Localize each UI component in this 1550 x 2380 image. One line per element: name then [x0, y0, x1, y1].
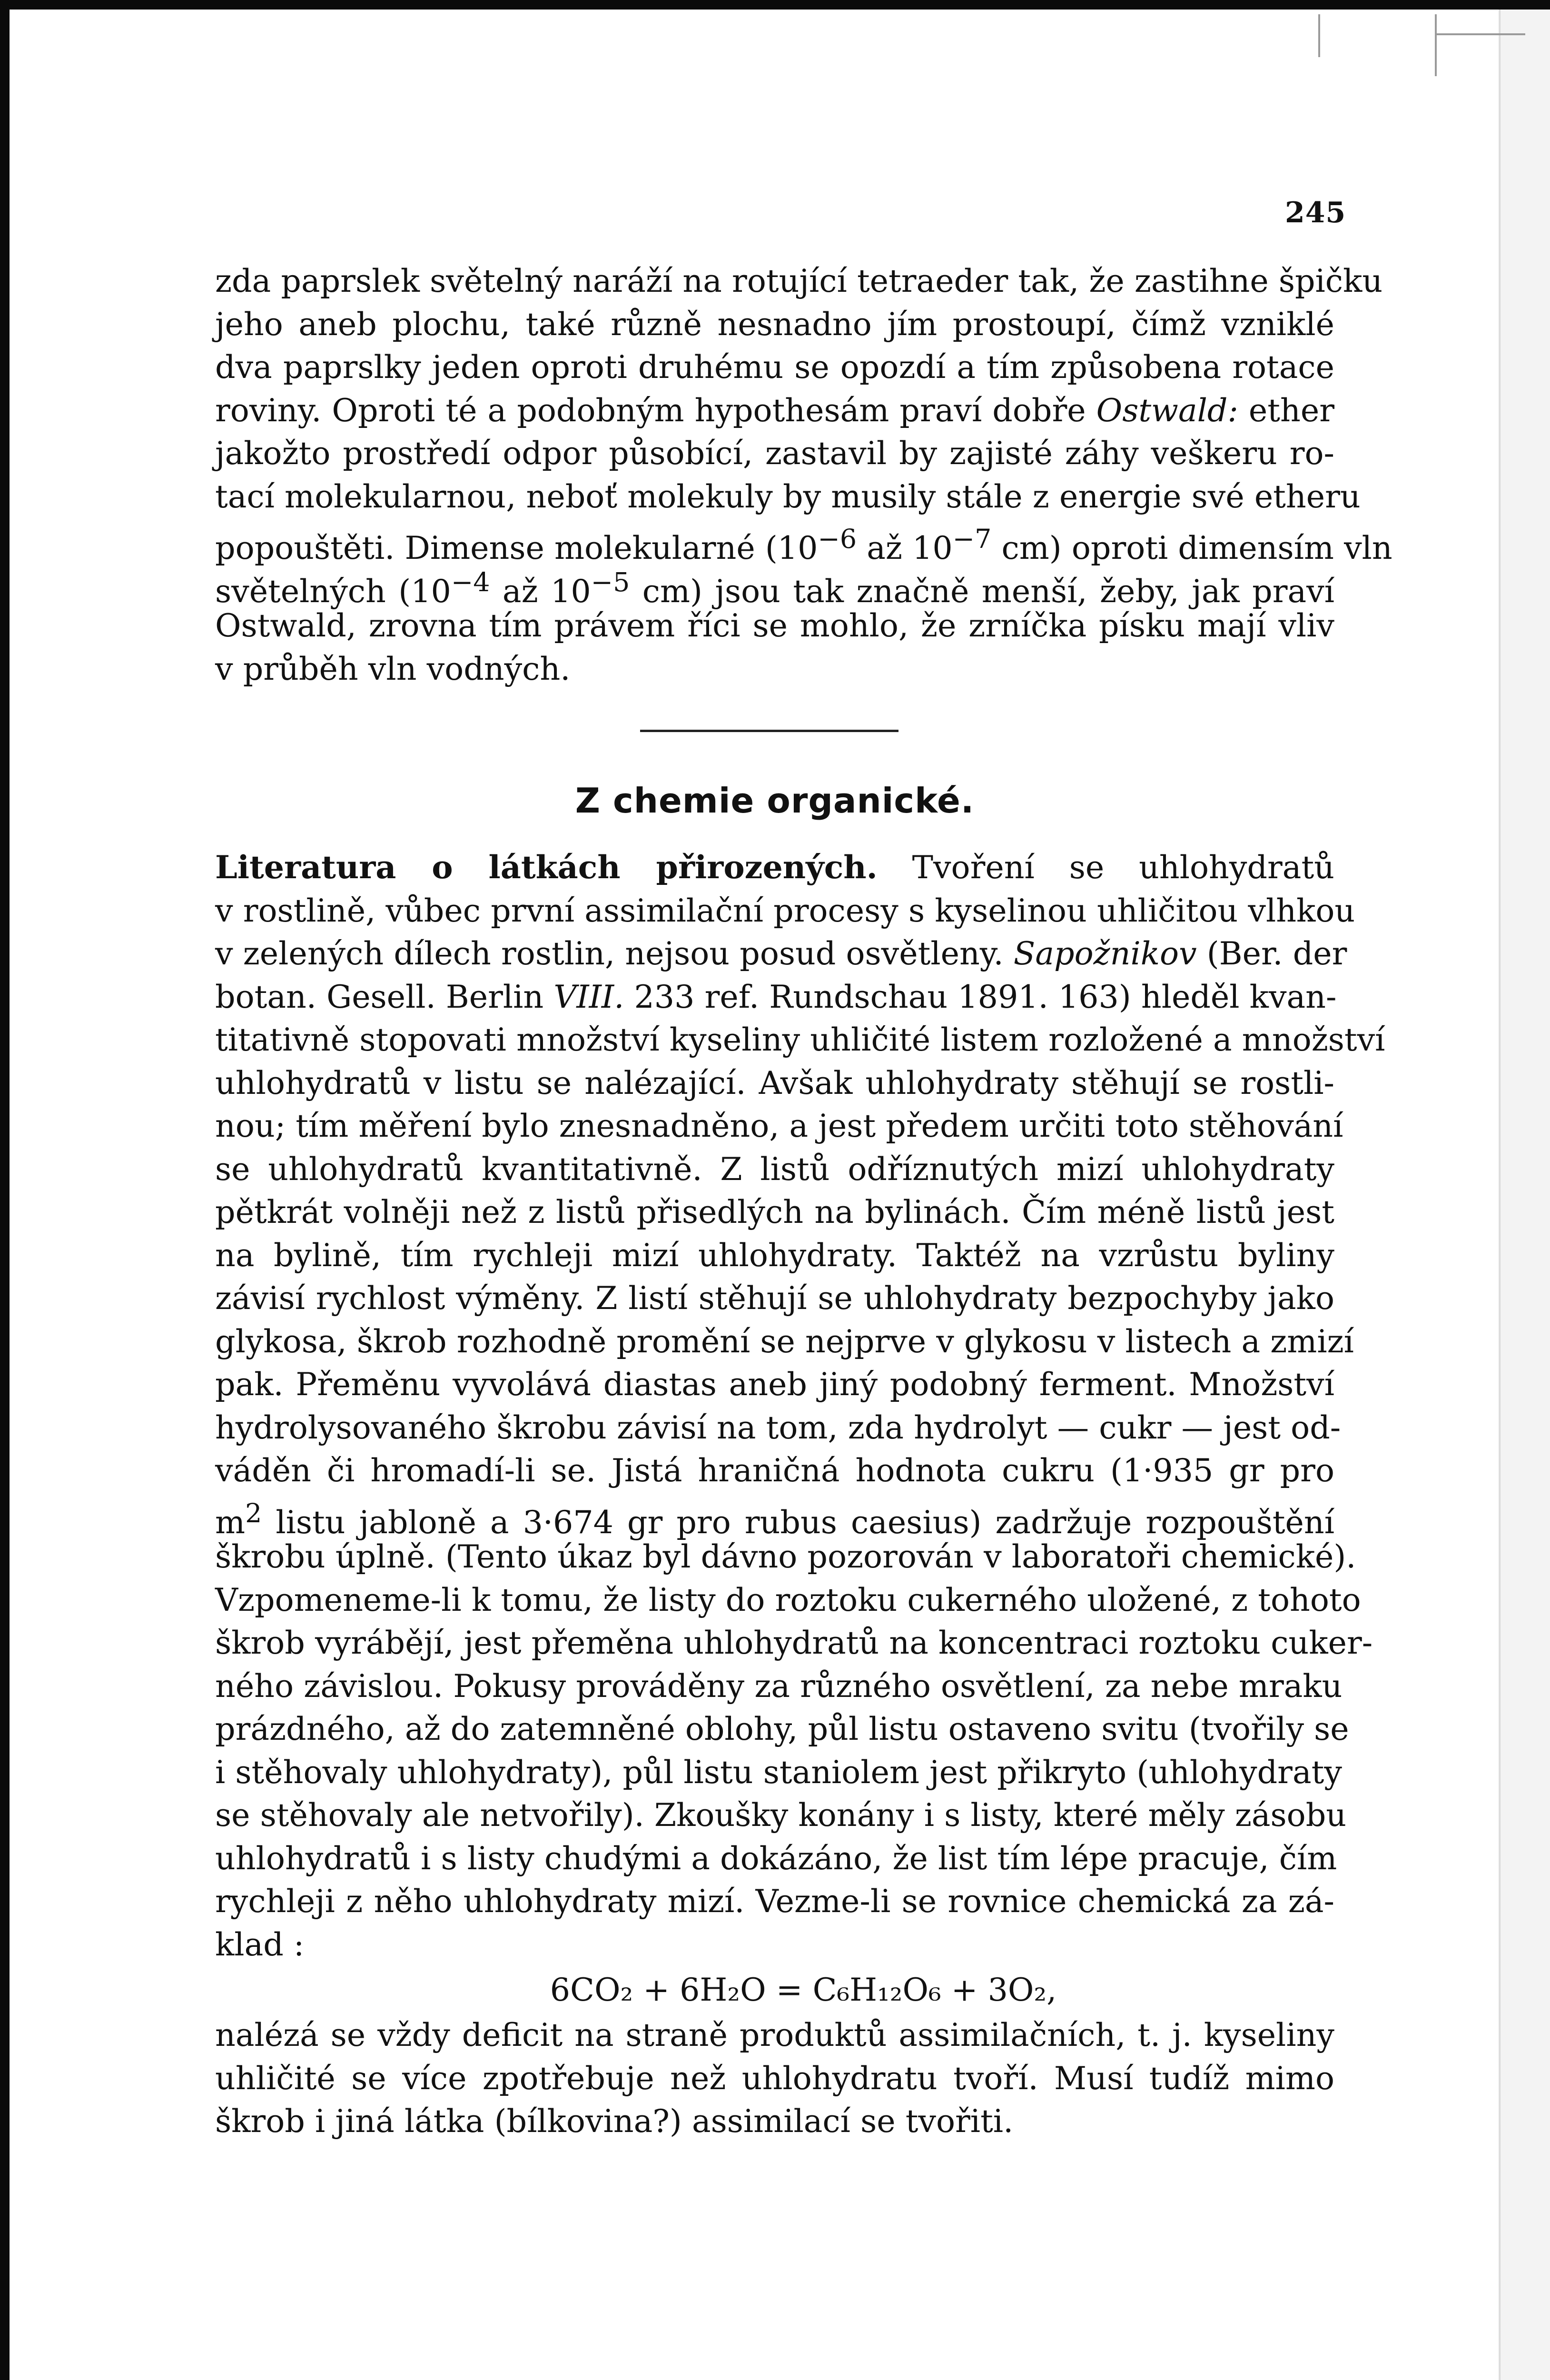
page-number: 245	[1285, 196, 1346, 229]
scan-page-edge-line	[1499, 10, 1501, 2380]
text-line: Ostwald, zrovna tím právem říci se mohlo, že zrníčka písku mají vliv	[215, 607, 1334, 644]
text-line	[215, 846, 1334, 889]
text-line: jeho aneb plochu, také různě nesnadno jím prostoupí, čímž vzniklé	[215, 305, 1334, 343]
author-name: Sapožnikov	[1013, 935, 1197, 972]
scan-border-left	[0, 0, 10, 2380]
scan-border-top	[0, 0, 1550, 10]
text-line: škrob i jiná látka (bílkovina?) assimilací se tvořiti.	[215, 2102, 1014, 2140]
text-line: pak. Přeměnu vyvolává diastas aneb jiný podobný ferment. Množství	[215, 1366, 1334, 1403]
text-line: glykosa, škrob rozhodně promění se nejprve v glykosu v listech a zmizí	[215, 1322, 1354, 1360]
scan-page-edge	[1498, 10, 1550, 2380]
paragraph-lead-title: Literatura o látkách přirozených.	[215, 849, 878, 886]
text-line	[215, 975, 1337, 1019]
text-line: zda paprslek světelný naráží na rotující tetraeder tak, že zastihne špičku	[215, 262, 1383, 299]
text-line: uhlohydratů i s listy chudými a dokázáno, že list tím lépe pracuje, čím	[215, 1839, 1337, 1877]
text-run: ether	[1238, 391, 1334, 429]
text-run: v zelených dílech rostlin, nejsou posud osvětleny.	[215, 935, 1014, 972]
text-line: i stěhovaly uhlohydraty), půl listu staniolem jest přikryto (uhlohydraty	[215, 1753, 1342, 1791]
text-line: ného závislou. Pokusy prováděny za různého osvětlení, za nebe mraku	[215, 1667, 1343, 1705]
volume-number: VIII.	[553, 978, 624, 1015]
text-run: botan. Gesell. Berlin	[215, 978, 554, 1015]
text-line: na bylině, tím rychleji mizí uhlohydraty. Taktéž na vzrůstu byliny	[215, 1236, 1334, 1274]
top-paragraph	[215, 259, 1392, 690]
text-line: škrobu úplně. (Tento úkaz byl dávno pozorován v laboratoři chemické).	[215, 1538, 1356, 1575]
scan-mark	[1318, 14, 1320, 57]
text-line	[215, 389, 1334, 432]
text-line: rychleji z něho uhlohydraty mizí. Vezme-li se rovnice chemická za zá-	[215, 1883, 1334, 1920]
author-name: Ostwald:	[1096, 391, 1238, 429]
text-line: nalézá se vždy deficit na straně produktů assimilačních, t. j. kyseliny	[215, 2016, 1334, 2053]
text-line: titativně stopovati množství kyseliny uhličité listem rozložené a množství	[215, 1021, 1385, 1058]
text-line	[215, 518, 1392, 567]
exponent: 2	[245, 1498, 262, 1529]
text-line: nou; tím měření bylo znesnadněno, a jest předem určiti toto stěhování	[215, 1107, 1343, 1144]
scan-mark	[1435, 33, 1525, 35]
text-line: váděn či hromadí-li se. Jistá hraničná hodnota cukru (1·935 gr pro	[215, 1452, 1334, 1489]
text-line: pětkrát volněji než z listů přisedlých na bylinách. Čím méně listů jest	[215, 1193, 1334, 1230]
organic-section	[215, 846, 1385, 2143]
text-line	[215, 932, 1347, 975]
text-run: listu jabloně a 3·674 gr pro rubus caesius) zadržuje rozpouštění	[262, 1503, 1334, 1541]
text-run: cm) oproti dimensím vln	[991, 529, 1392, 567]
exponent: −4	[451, 567, 490, 598]
text-run: roviny. Oproti té a podobným hypothesám praví dobře	[215, 391, 1096, 429]
text-line: jakožto prostředí odpor působící, zastavil by zajisté záhy veškeru ro-	[215, 435, 1334, 472]
text-run: až 10	[490, 572, 591, 610]
text-line: závisí rychlost výměny. Z listí stěhují se uhlohydraty bezpochyby jako	[215, 1279, 1334, 1317]
text-run: cm) jsou tak značně menší, žeby, jak praví	[630, 572, 1335, 610]
text-line: tací molekularnou, neboť molekuly by musily stále z energie své etheru	[215, 477, 1361, 515]
exponent: −5	[591, 567, 630, 598]
text-line	[215, 561, 1335, 610]
exponent: −6	[818, 524, 857, 555]
text-run: až 10	[857, 529, 953, 567]
text-run: světelných (10	[215, 572, 451, 610]
text-run: 233 ref. Rundschau 1891. 163) hleděl kvan-	[624, 978, 1337, 1015]
text-run: (Ber. der	[1196, 935, 1347, 972]
text-run: popouštěti. Dimense molekularné (10	[215, 529, 818, 567]
scan-mark	[1435, 14, 1437, 76]
text-line: hydrolysovaného škrobu závisí na tom, zda hydrolyt — cukr — jest od-	[215, 1408, 1341, 1446]
chemical-equation	[215, 1966, 1334, 2013]
text-line: v průběh vln vodných.	[215, 650, 571, 687]
text-line: uhličité se více zpotřebuje než uhlohydratu tvoří. Musí tudíž mimo	[215, 2059, 1334, 2097]
section-divider	[640, 730, 898, 732]
text-line: uhlohydratů v listu se nalézající. Avšak uhlohydraty stěhují se rostli-	[215, 1064, 1334, 1101]
text-line: klad :	[215, 1925, 305, 1963]
text-line: prázdného, až do zatemněné oblohy, půl listu ostaveno svitu (tvořily se	[215, 1710, 1349, 1747]
section-heading: Z chemie organické.	[575, 781, 975, 821]
text-run: Tvoření se uhlohydratů	[877, 849, 1334, 886]
text-line: dva paprslky jeden oproti druhému se opozdí a tím způsobena rotace	[215, 348, 1334, 386]
exponent: −7	[952, 524, 992, 555]
text-line: Vzpomeneme-li k tomu, že listy do roztoku cukerného uložené, z tohoto	[215, 1581, 1361, 1618]
text-line: v rostlině, vůbec první assimilační procesy s kyselinou uhličitou vlhkou	[215, 892, 1355, 929]
text-line	[215, 1492, 1334, 1541]
text-line: se stěhovaly ale netvořily). Zkoušky konány i s listy, které měly zásobu	[215, 1796, 1347, 1834]
text-line: škrob vyrábějí, jest přeměna uhlohydratů na koncentraci roztoku cuker-	[215, 1624, 1373, 1661]
text-run: m	[215, 1503, 246, 1541]
equation-text: 6CO₂ + 6H₂O = C₆H₁₂O₆ + 3O₂,	[550, 1971, 1057, 2008]
text-line: se uhlohydratů kvantitativně. Z listů odříznutých mizí uhlohydraty	[215, 1150, 1334, 1188]
